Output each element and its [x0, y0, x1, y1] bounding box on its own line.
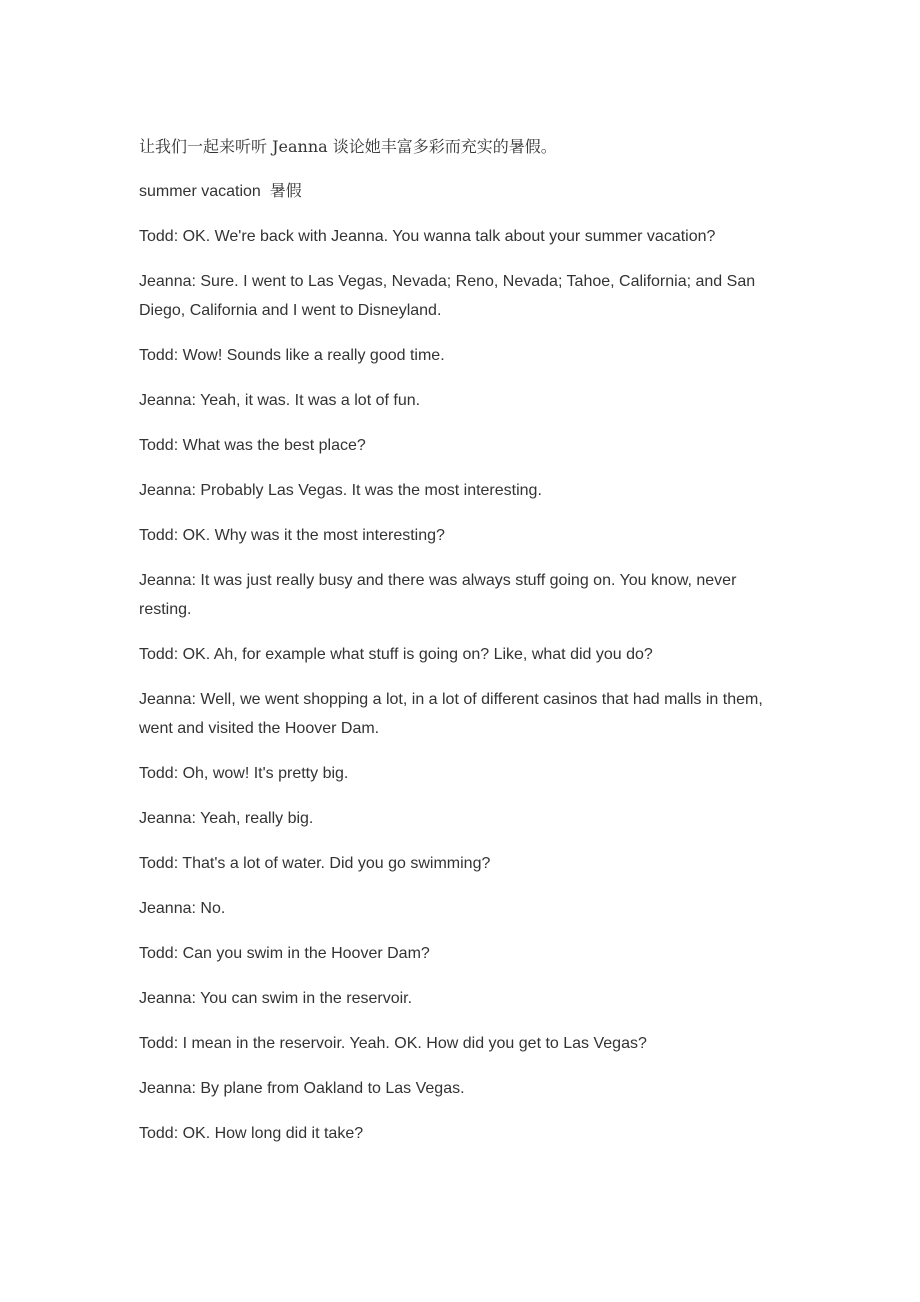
document-body [139, 132, 789, 1164]
dialogue-line: Jeanna: Yeah, really big. [139, 810, 314, 827]
vocab-paragraph: summer vacation 暑假 [139, 183, 302, 200]
dialogue-line: Todd: I mean in the reservoir. Yeah. OK. How did you get to Las Vegas? [139, 1035, 647, 1052]
dialogue-line: Todd: Oh, wow! It's pretty big. [139, 765, 349, 782]
intro-paragraph: 让我们一起来听听 Jeanna 谈论她丰富多彩而充实的暑假。 [139, 137, 557, 156]
dialogue-line: Jeanna: By plane from Oakland to Las Vegas. [139, 1080, 465, 1097]
dialogue-line: Todd: Wow! Sounds like a really good time. [139, 347, 445, 364]
dialogue-line: Jeanna: Well, we went shopping a lot, in a lot of different casinos that had malls in them, went and visited the Hoover Dam. [139, 691, 763, 737]
dialogue-line: Todd: OK. Ah, for example what stuff is going on? Like, what did you do? [139, 646, 653, 663]
dialogue-line: Todd: What was the best place? [139, 437, 366, 454]
dialogue-line: Jeanna: No. [139, 900, 226, 917]
dialogue-line: Jeanna: You can swim in the reservoir. [139, 990, 413, 1007]
dialogue-line: Todd: Can you swim in the Hoover Dam? [139, 945, 430, 962]
dialogue-line: Todd: OK. We're back with Jeanna. You wanna talk about your summer vacation? [139, 228, 716, 245]
dialogue-line: Jeanna: Yeah, it was. It was a lot of fun. [139, 392, 421, 409]
dialogue-line: Todd: OK. Why was it the most interesting? [139, 527, 445, 544]
dialogue-line: Todd: That's a lot of water. Did you go swimming? [139, 855, 491, 872]
dialogue-line: Jeanna: Probably Las Vegas. It was the most interesting. [139, 482, 542, 499]
dialogue-line: Jeanna: It was just really busy and there was always stuff going on. You know, never resting. [139, 572, 737, 618]
dialogue-line: Todd: OK. How long did it take? [139, 1125, 364, 1142]
dialogue-line: Jeanna: Sure. I went to Las Vegas, Nevada; Reno, Nevada; Tahoe, California; and San Diego, California and I went to Disneyland. [139, 273, 756, 319]
